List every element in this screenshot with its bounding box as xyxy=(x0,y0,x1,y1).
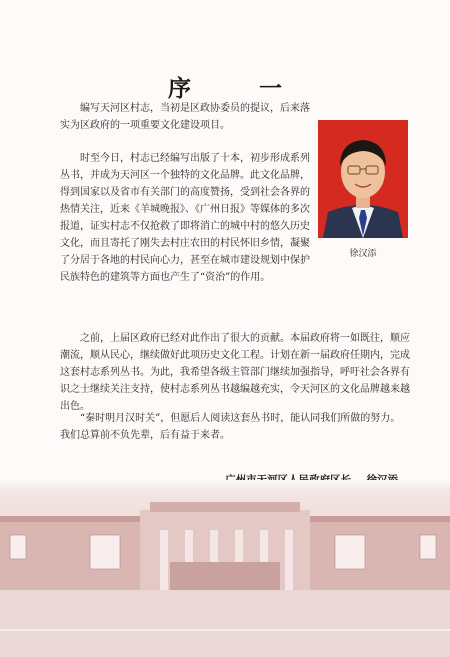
paragraph-4-text: “秦时明月汉时关”，但愿后人阅读这套丛书时，能认同我们所做的努力。我们总算前不负先辈，后有益于来者。 xyxy=(60,413,401,441)
paragraph-1 xyxy=(60,100,310,134)
page-title: 序 一 xyxy=(167,75,312,102)
paragraph-1-text: 编写天河区村志，当初是区政协委员的提议，后来落实为区政府的一项重要文化建设项目。 xyxy=(60,103,310,131)
portrait-caption: 徐汉添 xyxy=(349,249,377,259)
paragraph-4 xyxy=(60,410,410,444)
paragraph-2-text: 时至今日，村志已经编写出版了十本，初步形成系列丛书，并成为天河区一个独特的文化品牌。此文化品牌，得到国家以及省市有关部门的高度赞扬，受到社会各界的热情关注，近来《羊城晚报》、《广州日报》等媒体的多次报道，证实村志不仅抢救了即将消亡的城中村的悠久历史文化，而且寄托了刚失去村庄农田的村民怀旧乡情，凝聚了分居于各地的村民向心力，甚至在城市建设规划中保护民族特色的建筑等方面也产生了“资治”的作用。 xyxy=(60,153,310,283)
government-building-photo xyxy=(0,480,450,657)
paragraph-2 xyxy=(60,150,310,286)
paragraph-3 xyxy=(60,330,410,415)
portrait-image xyxy=(318,120,408,238)
author-portrait xyxy=(318,120,408,238)
paragraph-3-text: 之前，上届区政府已经对此作出了很大的贡献。本届政府将一如既往，顺应潮流，顺从民心，继续做好此项历史文化工程。计划在新一届政府任期内，完成这套村志系列丛书。为此，我希望各级主管部门继续加强指导，呼吁社会各界有识之士继续关注支持，使村志系列丛书越编越充实，令天河区的文化品牌越来越出色。 xyxy=(60,333,410,412)
